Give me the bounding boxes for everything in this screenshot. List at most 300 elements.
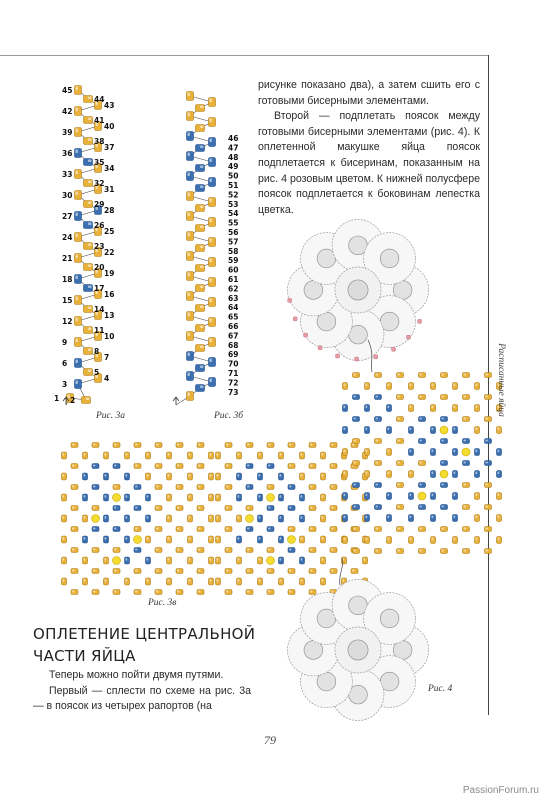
bead-shine	[454, 428, 456, 431]
bead-body	[463, 439, 470, 444]
bead-number-label: 71	[228, 369, 239, 378]
bead	[419, 505, 426, 510]
bead-body	[441, 395, 448, 400]
bead	[409, 405, 414, 412]
bead	[353, 417, 360, 422]
bead-shine	[366, 450, 368, 453]
bead-shine	[388, 384, 390, 387]
bead-number-label: 56	[228, 228, 239, 237]
bead-body	[397, 373, 404, 378]
bead	[375, 439, 382, 444]
bead	[387, 515, 392, 522]
bead-number-label: 72	[228, 378, 239, 388]
bead-shine	[388, 406, 390, 409]
bead-shine	[442, 462, 444, 464]
bead-shine	[376, 528, 378, 530]
bead-shine	[420, 374, 422, 376]
bead-body	[463, 373, 470, 378]
bead	[397, 549, 404, 554]
bead-body	[419, 395, 426, 400]
bead-number-label: 20	[94, 263, 105, 272]
bead	[397, 483, 404, 488]
bead-number-label: 53	[228, 199, 239, 209]
bead	[497, 537, 502, 544]
bead	[353, 373, 360, 378]
bead-number-label: 35	[94, 158, 105, 167]
bead	[463, 527, 470, 532]
center-bead	[462, 448, 470, 456]
bead-body	[485, 505, 492, 510]
bead	[409, 449, 414, 456]
bead	[343, 383, 348, 390]
bead-body	[485, 439, 492, 444]
bead-number-label: 37	[104, 143, 115, 152]
bead	[475, 471, 480, 478]
bead	[375, 373, 382, 378]
bead-shine	[366, 472, 368, 475]
section-text	[33, 668, 251, 715]
bead	[485, 439, 492, 444]
bead	[453, 383, 458, 390]
bead	[343, 471, 348, 478]
bead-number-label: 59	[228, 256, 239, 266]
bead	[485, 505, 492, 510]
center-bead	[348, 640, 368, 660]
caption-fig-4: Рис. 4	[428, 684, 453, 694]
bead-shine	[454, 538, 456, 541]
bead	[375, 461, 382, 466]
bead	[419, 461, 426, 466]
bead	[409, 383, 414, 390]
bead	[353, 527, 360, 532]
bead-shine	[410, 494, 412, 497]
intro-paragraph-1: рисунке показано два), а затем сшить его с готовыми бисерными элементами.	[258, 79, 480, 107]
bead-number-label: 60	[228, 265, 239, 275]
bead-shine	[376, 506, 378, 508]
bead-shine	[388, 538, 390, 541]
bead-shine	[432, 428, 434, 431]
bead-shine	[486, 374, 488, 376]
bead	[441, 549, 448, 554]
bead	[475, 383, 480, 390]
bead	[409, 471, 414, 478]
bead-shine	[410, 538, 412, 541]
bead-shine	[442, 506, 444, 508]
side-tab-label: Расписанные яйца	[496, 343, 506, 417]
bead-shine	[388, 472, 390, 475]
bead-shine	[432, 494, 434, 497]
bead	[441, 483, 448, 488]
bead-shine	[366, 516, 368, 519]
bead	[353, 549, 360, 554]
bead-shine	[476, 538, 478, 541]
bead-shine	[498, 516, 500, 519]
bead-shine	[398, 506, 400, 508]
bead-shine	[398, 528, 400, 530]
bead-shine	[398, 462, 400, 464]
bead-shine	[486, 418, 488, 420]
bead	[375, 417, 382, 422]
bead-number-label: 4	[104, 374, 110, 383]
bead-shine	[486, 440, 488, 442]
pink-bead	[374, 355, 378, 359]
bead	[441, 373, 448, 378]
bead-body	[397, 461, 404, 466]
bead-shine	[498, 472, 500, 475]
bead-number-label: 11	[94, 326, 105, 335]
bead-shine	[476, 406, 478, 409]
bead	[365, 427, 370, 434]
bead-shine	[420, 462, 422, 464]
bead-shine	[464, 418, 466, 420]
bead-number-label: 18	[62, 275, 73, 284]
bead-number-label: 39	[62, 128, 73, 137]
bead-shine	[410, 428, 412, 431]
bead-body	[375, 417, 382, 422]
bead-number-label: 23	[94, 242, 105, 251]
bead-number-label: 19	[104, 269, 115, 278]
bead	[475, 449, 480, 456]
bead-shine	[344, 538, 346, 541]
bead	[431, 471, 436, 478]
bead-shine	[442, 528, 444, 530]
bead-body	[353, 527, 360, 532]
bead-body	[463, 395, 470, 400]
bead-body	[463, 483, 470, 488]
bead-number-label: 45	[62, 86, 73, 95]
bead-body	[441, 373, 448, 378]
bead-shine	[498, 494, 500, 497]
bead-body	[419, 461, 426, 466]
bead	[365, 493, 370, 500]
bead	[431, 537, 436, 544]
bead-body	[375, 439, 382, 444]
bead	[431, 427, 436, 434]
bead-body	[353, 483, 360, 488]
bead	[397, 505, 404, 510]
bead	[431, 449, 436, 456]
bead-body	[441, 527, 448, 532]
bead	[475, 515, 480, 522]
center-bead	[348, 280, 368, 300]
bead-shine	[410, 450, 412, 453]
intro-paragraph-2: Второй — подплетать поясок между готовыми бисерными элементами (рис. 4). К оплетенной макушке яйца поясок подплетается к бисеринам, показанным на рис. 4 розовым цветом. К нижней полусфере поясок подплетается к боковинам лепестка цветка.	[258, 110, 480, 216]
bead-body	[375, 373, 382, 378]
bead	[441, 417, 448, 422]
bead-number-label: 64	[228, 303, 239, 313]
bead-number-label: 24	[62, 233, 73, 242]
bead	[463, 439, 470, 444]
bead	[431, 383, 436, 390]
bead	[485, 395, 492, 400]
bead	[485, 527, 492, 532]
bead-body	[485, 417, 492, 422]
bead-number-label: 8	[94, 347, 100, 356]
bead-number-label: 9	[62, 338, 68, 347]
bead	[409, 515, 414, 522]
bead-shine	[366, 494, 368, 497]
bead	[441, 395, 448, 400]
center-bead	[418, 492, 426, 500]
bead-number-label: 22	[104, 248, 115, 257]
bead	[387, 427, 392, 434]
bead-shine	[432, 406, 434, 409]
bead	[463, 483, 470, 488]
pink-bead	[336, 354, 340, 358]
bead-number-label: 69	[228, 350, 239, 360]
bead-body	[419, 549, 426, 554]
caption-fig-3a: Рис. 3а	[96, 411, 126, 421]
bead-number-label: 5	[94, 368, 100, 377]
bead-shine	[442, 440, 444, 442]
bead-shine	[454, 406, 456, 409]
bead-shine	[486, 550, 488, 552]
bead	[397, 373, 404, 378]
bead-number-label: 25	[104, 227, 115, 236]
bead-shine	[388, 494, 390, 497]
bead-body	[485, 461, 492, 466]
bead	[453, 405, 458, 412]
bead	[353, 483, 360, 488]
bead-number-label: 34	[104, 164, 115, 173]
bead	[343, 515, 348, 522]
bead-body	[397, 439, 404, 444]
bead-body	[463, 417, 470, 422]
bead	[453, 493, 458, 500]
bead	[375, 483, 382, 488]
bead	[453, 449, 458, 456]
bead-shine	[388, 450, 390, 453]
section-paragraph-2: Первый — сплести по схеме на рис. 3а — в поясок из четырех рапортов (на	[33, 684, 251, 713]
caption-fig-3b: Рис. 3б	[214, 411, 244, 421]
bead-shine	[410, 472, 412, 475]
bead	[365, 405, 370, 412]
bead	[453, 537, 458, 544]
bead-shine	[354, 462, 356, 464]
bead-body	[397, 549, 404, 554]
bead-number-label: 2	[70, 396, 76, 405]
bead-shine	[376, 418, 378, 420]
bead-number-label: 63	[228, 293, 239, 303]
bead-body	[441, 439, 448, 444]
bead	[387, 493, 392, 500]
bead-number-label: 41	[94, 116, 105, 125]
bead-body	[375, 483, 382, 488]
bead-shine	[376, 396, 378, 398]
bead-number-label: 17	[94, 284, 105, 293]
bead-shine	[432, 538, 434, 541]
bead-body	[463, 505, 470, 510]
bead-shine	[354, 550, 356, 552]
bead	[475, 427, 480, 434]
petal-center-bead	[380, 609, 399, 628]
bead-shine	[398, 550, 400, 552]
bead-number-label: 12	[62, 317, 73, 326]
bead-shine	[454, 384, 456, 387]
bead	[441, 527, 448, 532]
bead-number-label: 44	[94, 95, 105, 104]
bead-shine	[464, 440, 466, 442]
bead	[375, 527, 382, 532]
bead-body	[485, 373, 492, 378]
pink-bead	[288, 298, 292, 302]
bead	[463, 395, 470, 400]
bead-body	[419, 373, 426, 378]
bead-shine	[442, 484, 444, 486]
bead-number-label: 26	[94, 221, 105, 230]
bead	[409, 493, 414, 500]
pink-bead	[318, 346, 322, 350]
bead-body	[397, 527, 404, 532]
bead-number-label: 62	[228, 284, 239, 294]
bead	[463, 505, 470, 510]
bead	[375, 505, 382, 510]
bead-body	[441, 505, 448, 510]
bead-number-label: 55	[228, 218, 239, 228]
bead	[343, 405, 348, 412]
bead-shine	[442, 550, 444, 552]
bead-body	[353, 461, 360, 466]
bead-shine	[376, 440, 378, 442]
bead-shine	[476, 450, 478, 453]
bead	[419, 417, 426, 422]
bead-shine	[486, 462, 488, 464]
bead-shine	[398, 418, 400, 420]
bead	[397, 439, 404, 444]
bead-shine	[344, 450, 346, 453]
bead-number-label: 1	[54, 394, 60, 403]
bead	[497, 471, 502, 478]
bead-body	[353, 395, 360, 400]
bead-shine	[464, 506, 466, 508]
bead-body	[463, 461, 470, 466]
bead	[485, 373, 492, 378]
bead-shine	[476, 472, 478, 475]
bead-shine	[432, 384, 434, 387]
bead-shine	[442, 418, 444, 420]
bead-body	[485, 395, 492, 400]
bead	[463, 461, 470, 466]
bead	[485, 549, 492, 554]
bead	[343, 449, 348, 456]
bead-body	[397, 417, 404, 422]
bead-shine	[476, 494, 478, 497]
bead	[365, 471, 370, 478]
bead-shine	[420, 550, 422, 552]
bead-number-label: 29	[94, 200, 105, 209]
bead	[485, 417, 492, 422]
bead-body	[353, 373, 360, 378]
bead	[485, 483, 492, 488]
bead-shine	[376, 484, 378, 486]
bead-number-label: 70	[228, 359, 239, 369]
bead-body	[485, 483, 492, 488]
bead-shine	[420, 440, 422, 442]
bead-body	[375, 395, 382, 400]
bead	[441, 461, 448, 466]
bead-number-label: 15	[62, 296, 73, 305]
bead-body	[397, 505, 404, 510]
bead-number-label: 58	[228, 246, 239, 256]
center-bead	[440, 470, 448, 478]
bead-body	[419, 505, 426, 510]
bead	[409, 427, 414, 434]
caption-fig-3v: Рис. 3в	[148, 598, 177, 608]
bead	[431, 515, 436, 522]
bead-shine	[398, 440, 400, 442]
bead-body	[441, 417, 448, 422]
section-heading: ОПЛЕТЕНИЕ ЦЕНТРАЛЬНОЙ ЧАСТИ ЯЙЦА	[33, 625, 256, 665]
bead-shine	[388, 428, 390, 431]
bead-shine	[344, 472, 346, 475]
bead-shine	[498, 538, 500, 541]
bead-number-label: 52	[228, 190, 239, 200]
watermark: PassionForum.ru	[462, 785, 539, 796]
bead-shine	[464, 528, 466, 530]
bead-shine	[454, 494, 456, 497]
bead	[475, 405, 480, 412]
bead	[343, 537, 348, 544]
bead-number-label: 21	[62, 254, 73, 263]
bead	[353, 395, 360, 400]
bead-body	[353, 417, 360, 422]
bead-body	[419, 417, 426, 422]
bead-number-label: 40	[104, 122, 115, 131]
bead-shine	[376, 550, 378, 552]
bead-shine	[420, 528, 422, 530]
petal-center-bead	[380, 249, 399, 268]
bead-shine	[420, 484, 422, 486]
bead-number-label: 32	[94, 179, 105, 188]
bead-body	[419, 483, 426, 488]
bead	[485, 461, 492, 466]
bead	[353, 461, 360, 466]
page-number: 79	[264, 733, 276, 747]
bead	[497, 493, 502, 500]
bead-shine	[410, 516, 412, 519]
bead-shine	[420, 396, 422, 398]
bead-shine	[354, 418, 356, 420]
bead-body	[463, 527, 470, 532]
bead-shine	[366, 406, 368, 409]
bead-body	[419, 439, 426, 444]
bead-number-label: 61	[228, 275, 239, 284]
bead-body	[485, 549, 492, 554]
bead-shine	[354, 484, 356, 486]
bead-shine	[486, 484, 488, 486]
bead-shine	[420, 506, 422, 508]
bead-number-label: 54	[228, 209, 239, 219]
bead	[431, 493, 436, 500]
bead-body	[353, 549, 360, 554]
bead	[463, 549, 470, 554]
bead-number-label: 38	[94, 137, 105, 146]
bead-body	[463, 549, 470, 554]
bead-shine	[344, 406, 346, 409]
bead-body	[375, 527, 382, 532]
bead	[409, 537, 414, 544]
bead-number-label: 30	[62, 191, 73, 200]
bead	[397, 461, 404, 466]
bead-number-label: 66	[228, 322, 239, 331]
bead	[387, 449, 392, 456]
bead-shine	[354, 374, 356, 376]
bead-number-label: 36	[62, 149, 73, 158]
bead-shine	[476, 428, 478, 431]
bead	[463, 417, 470, 422]
bead-body	[441, 549, 448, 554]
bead-number-label: 31	[104, 185, 115, 194]
